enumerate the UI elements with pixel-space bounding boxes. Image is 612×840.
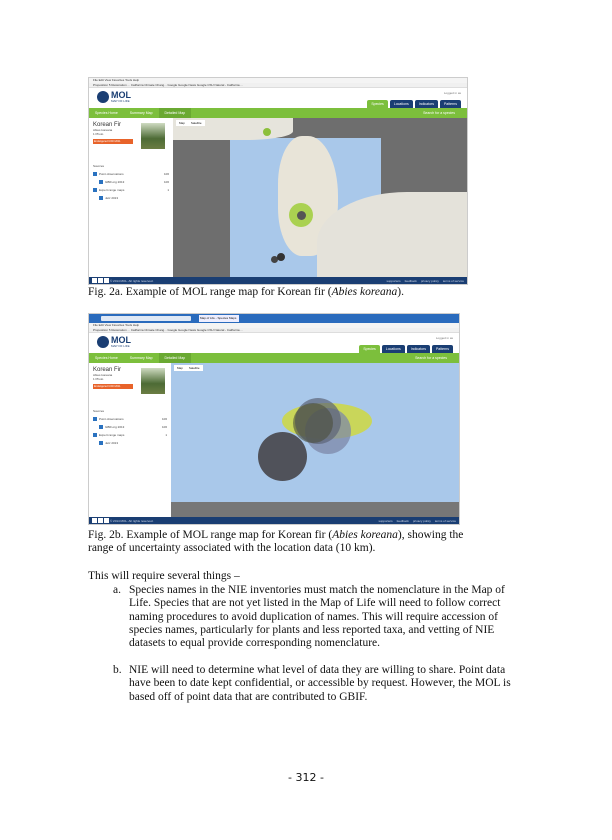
social-icon[interactable] (98, 278, 103, 283)
social-icon[interactable] (98, 518, 103, 523)
checkbox[interactable] (93, 188, 97, 192)
link-feedback[interactable]: feedback (404, 278, 417, 283)
tab-locations[interactable]: Locations (390, 100, 413, 108)
photo-count: 1 Photo (93, 132, 104, 136)
source-row[interactable]: Expert range maps 1 (93, 188, 169, 192)
tab-species[interactable]: Species (367, 100, 387, 108)
list-item-a: a. Species names in the NIE inventories must match the nomenclature in the Map of Life. Species that are not yet listed in the Map of Life will need to follow correct naming procedures to avoid duplication of names. This will require accession of species names, particularly for plants and less reported taxa, and vetting of NIE datasets to equal provide corresponding nomenclature. (113, 584, 505, 650)
globe-icon (97, 91, 109, 103)
link-terms[interactable]: terms of service (442, 278, 464, 283)
species-photo[interactable] (141, 123, 165, 149)
map-canvas[interactable]: Map Satellite (171, 363, 459, 517)
point-marker (277, 253, 285, 261)
subnav (89, 108, 467, 118)
checkbox[interactable] (99, 196, 103, 200)
species-name: Korean Fir (93, 122, 122, 128)
login-status: Logged in as (443, 91, 461, 95)
source-row[interactable]: GBIF.org 2013 106 (93, 180, 169, 184)
source-row[interactable]: Jetz 2013 (93, 196, 169, 200)
social-icon[interactable] (92, 518, 97, 523)
browser-menu: File Edit View Favorites Tools Help (89, 78, 467, 83)
globe-icon (97, 336, 109, 348)
range-circle (263, 128, 271, 136)
address-bar[interactable] (101, 316, 191, 321)
species-sidebar (89, 118, 173, 277)
tab-satellite[interactable]: Satellite (190, 121, 202, 125)
species-photo[interactable] (141, 368, 165, 394)
nav-tabs (367, 100, 461, 108)
map-canvas[interactable] (173, 118, 467, 277)
browser-tabs (89, 314, 459, 323)
tab-indicators[interactable]: Indicators (415, 100, 438, 108)
checkbox[interactable] (93, 172, 97, 176)
tab-indicators[interactable]: Indicators (407, 345, 430, 353)
social-icon[interactable] (92, 278, 97, 283)
list-item-b: b. NIE will need to determine what level of data they are willing to share. Point data have been to date kept confidential, or accessible by request. However, the MOL is based off of point data that are contributed to GBIF. (113, 664, 511, 703)
body-intro: This will require several things – (88, 570, 240, 582)
subnav: Species Home Summary Map Detailed Map Search for a species (89, 353, 459, 363)
page-number: - 312 - (288, 771, 324, 784)
checkbox[interactable] (99, 180, 103, 184)
uncertainty-circle (258, 432, 307, 481)
tab-patterns[interactable]: Patterns (440, 100, 461, 108)
uncertainty-circle (293, 403, 333, 443)
subnav-summary-map[interactable]: Summary Map (129, 111, 153, 115)
subnav-detailed-map[interactable]: Detailed Map (159, 108, 192, 118)
subnav-species-home[interactable]: Species Home (95, 111, 118, 115)
link-privacy[interactable]: privacy policy (420, 278, 439, 283)
footer: © 2014 MOL. All rights reserved. supporters feedback privacy policy terms of service (89, 517, 459, 524)
browser-tab[interactable]: Map of Life - Species Maps (199, 315, 239, 322)
tab-map[interactable]: Map (179, 121, 185, 125)
social-icon[interactable] (104, 278, 109, 283)
mol-logo[interactable]: MOL MAP OF LIFE (97, 336, 131, 348)
tab-patterns[interactable]: Patterns (432, 345, 453, 353)
map-gray-area (171, 502, 459, 517)
mol-header: MOL MAP OF LIFE Logged in as Species Locations Indicators Patterns (89, 333, 459, 353)
mol-header (89, 88, 467, 108)
favorites-bar: Proposition 5 Restoration ... California Climate Chang... Google Google News Google CSU Natural - California ... (89, 83, 467, 88)
mol-logo[interactable]: MOL MAP OF LIFE (97, 91, 131, 103)
screenshot-fig2b: Map of Life - Species Maps File Edit View Favorites Tools Help Proposition 5 Restoration ... California Climate Chang... Google Google News Google CSU Natural - California ... MOL MAP OF LIFE Logged in as Species Locations Indicators Patterns Species Home Summary Map Detailed Map Search for a species Korean Fir Abies koreana 1 Photo Endangered IUCN 2011 Sources Point observations 106 GBIF.org 2013 106 Expert range maps 1 Jetz 2013 Map Satellite © 2014 MOL. All rights reserved. supporters feedback privacy policy terms of service (88, 313, 460, 525)
sources-label: Sources (93, 164, 105, 168)
caption-fig2a: Fig. 2a. Example of MOL range map for Korean fir (Abies koreana). (88, 286, 404, 298)
footer: © 2014 MOL. All rights reserved. supporters feedback privacy policy terms of service (89, 277, 467, 284)
caption-fig2b: Fig. 2b. Example of MOL range map for Korean fir (Abies koreana), showing the range of uncertainty associated with the location data (10 km). (88, 529, 464, 554)
status-badge: Endangered IUCN 2011 (93, 139, 133, 144)
source-row[interactable]: Point observations 106 (93, 172, 169, 176)
map-type-tabs (176, 120, 205, 126)
tab-species[interactable]: Species (359, 345, 379, 353)
species-sci-name: Abies koreana (93, 128, 113, 132)
species-sidebar: Korean Fir Abies koreana 1 Photo Endangered IUCN 2011 Sources Point observations 106 GBIF.org 2013 106 Expert range maps 1 Jetz 2013 (89, 363, 171, 517)
point-marker (297, 211, 306, 220)
link-supporters[interactable]: supporters (386, 278, 401, 283)
screenshot-fig2a (88, 77, 468, 285)
tab-locations[interactable]: Locations (382, 345, 405, 353)
species-search[interactable]: Search for a species (423, 111, 455, 115)
social-icon[interactable] (104, 518, 109, 523)
